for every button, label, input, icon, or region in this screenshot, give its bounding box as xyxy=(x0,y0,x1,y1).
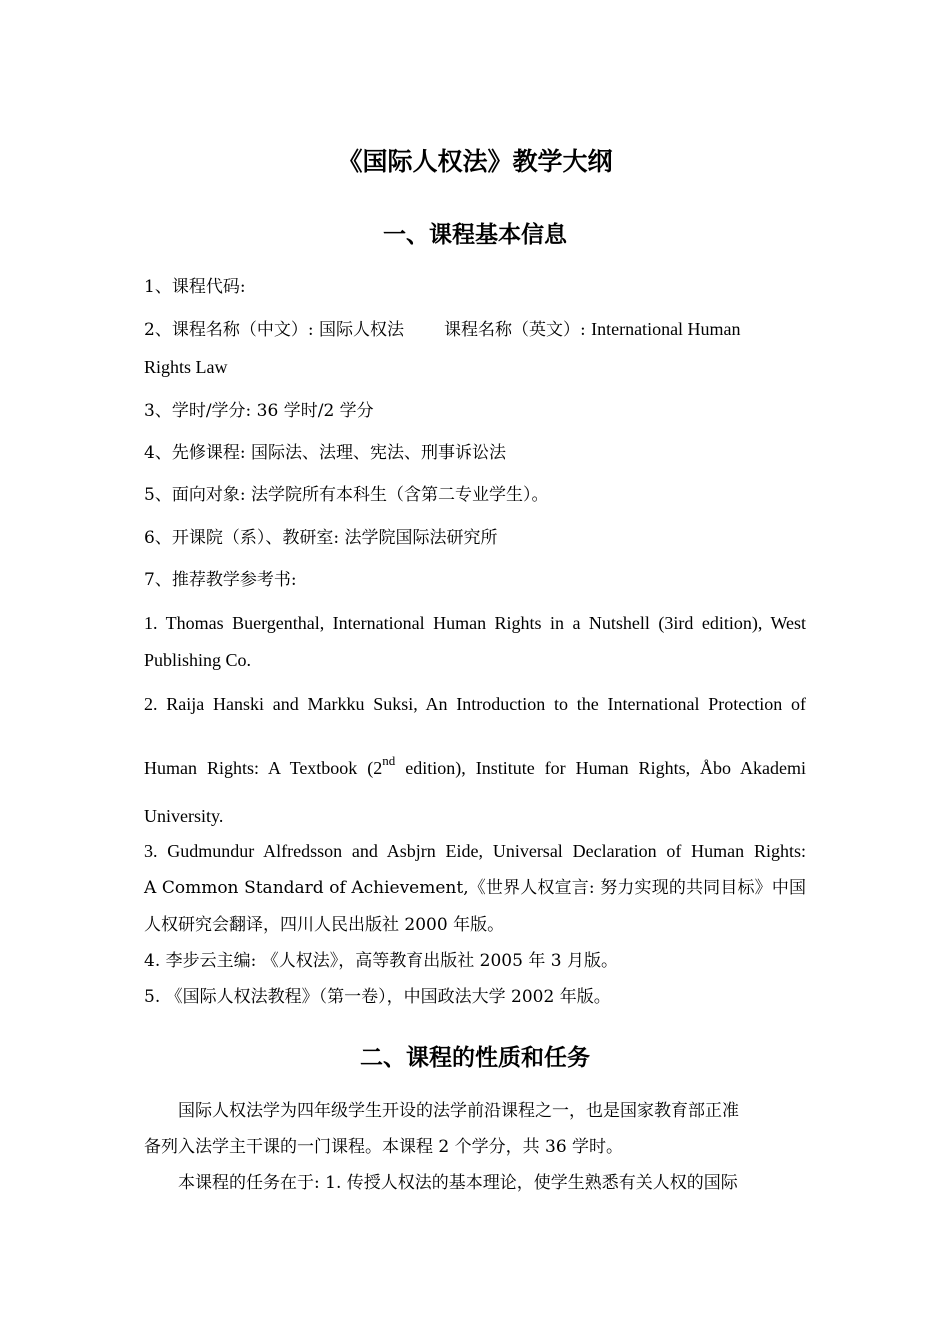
reference-3-line-1: 3. Gudmundur Alfredsson and Asbjrn Eide, Universal Declaration of Human Rights: xyxy=(144,841,806,861)
reference-2-line-2 xyxy=(144,753,806,779)
document-title: 《国际人权法》教学大纲 xyxy=(337,147,613,176)
hours-credits-line: 3、学时/学分: 36 学时/2 学分 xyxy=(144,401,374,421)
course-name-chinese: 2、课程名称（中文）: 国际人权法 xyxy=(144,320,404,340)
reference-2-line-1: 2. Raija Hanski and Markku Suksi, An Introduction to the International Protection of xyxy=(144,694,806,714)
prerequisites-line: 4、先修课程: 国际法、法理、宪法、刑事诉讼法 xyxy=(144,443,506,463)
reference-5: 5. 《国际人权法教程》（第一卷），中国政法大学 2002 年版。 xyxy=(144,987,611,1007)
references-label: 7、推荐教学参考书: xyxy=(144,570,297,590)
reference-1-line-1: 1. Thomas Buergenthal, International Human Rights in a Nutshell (3ird edition), West xyxy=(144,613,806,633)
reference-2-superscript: nd xyxy=(382,753,396,768)
section-heading-nature-tasks: 二、课程的性质和任务 xyxy=(360,1045,590,1071)
target-students-line: 5、面向对象: 法学院所有本科生（含第二专业学生）。 xyxy=(144,485,549,505)
course-name-line xyxy=(144,318,806,341)
reference-3-line-3: 人权研究会翻译，四川人民出版社 2000 年版。 xyxy=(144,915,505,935)
paragraph-2-line-1: 本课程的任务在于: 1. 传授人权法的基本理论，使学生熟悉有关人权的国际 xyxy=(178,1173,738,1193)
reference-3-line-2: A Common Standard of Achievement,《世界人权宣言: 努力实现的共同目标》中国 xyxy=(144,878,806,898)
course-name-english: International Human xyxy=(591,319,741,339)
reference-1-line-2: Publishing Co. xyxy=(144,650,252,670)
reference-2-line-3: University. xyxy=(144,806,224,826)
reference-2-text-b: edition), Institute for Human Rights, Åbo Akademi xyxy=(395,758,806,778)
department-line: 6、开课院（系）、教研室: 法学院国际法研究所 xyxy=(144,528,498,548)
reference-2-text-a: Human Rights: A Textbook (2 xyxy=(144,758,383,778)
course-name-english-label: 课程名称（英文）: xyxy=(443,320,592,340)
course-name-english-cont: Rights Law xyxy=(144,357,228,377)
reference-4: 4. 李步云主编: 《人权法》，高等教育出版社 2005 年 3 月版。 xyxy=(144,951,618,971)
paragraph-1-line-2: 备列入法学主干课的一门课程。本课程 2 个学分，共 36 学时。 xyxy=(144,1137,624,1157)
paragraph-1-line-1: 国际人权法学为四年级学生开设的法学前沿课程之一，也是国家教育部正准 xyxy=(178,1101,739,1121)
course-code-line: 1、课程代码: xyxy=(144,277,246,297)
section-heading-basic-info: 一、课程基本信息 xyxy=(383,222,567,248)
